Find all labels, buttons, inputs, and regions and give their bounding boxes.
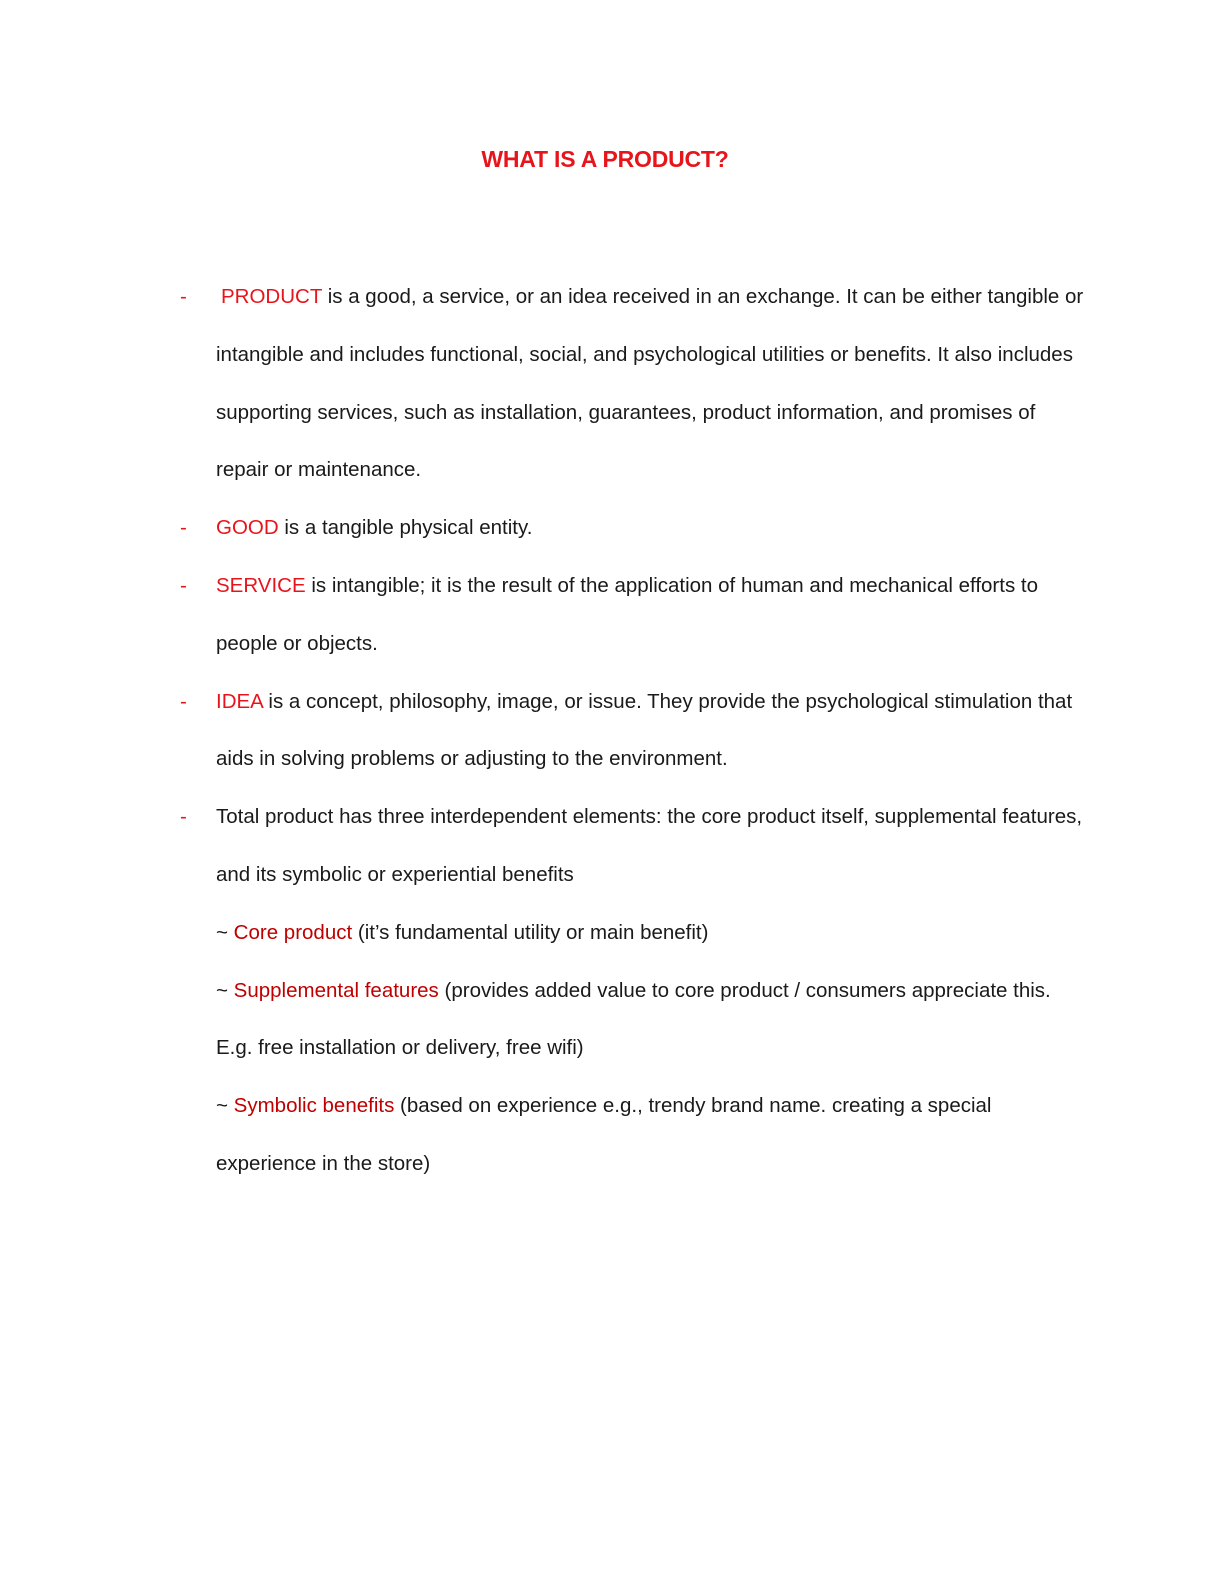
sub-item-text: (it’s fundamental utility or main benefit) [352,920,709,944]
bullet-good [0,499,1224,557]
term-product: PRODUCT [221,285,322,308]
definition-list [0,268,1224,1193]
sub-item-symbolic-benefits [216,1077,1084,1193]
sub-item-text: (based on experience e.g., trendy brand name. creating a special experience in the store) [216,1094,992,1175]
sub-item-prefix: ~ [216,978,234,1002]
sub-item-prefix: ~ [216,1094,234,1118]
sub-item-supplemental-features [216,962,1084,1078]
definition-text: is a good, a service, or an idea received in an exchange. It can be either tangible or intangible and includes functional, social, and psychological utilities or benefits. It also includes supporting services, such as installation, guarantees, product information, and promises of repair or maintenance. [216,285,1084,482]
sub-item-core-product [216,904,1084,962]
bullet-dash: - [180,285,187,308]
bullet-dash: - [180,573,187,597]
definition-text: Total product has three interdependent elements: the core product itself, supplemental features, and its symbolic or experiential benefits [216,805,1083,886]
term-good: GOOD [216,516,279,540]
sub-item-text: (provides added value to core product / consumers appreciate this. E.g. free installation or delivery, free wifi) [216,978,1051,1060]
bullet-idea [0,673,1224,789]
bullet-dash: - [180,516,187,540]
bullet-total-product [0,788,1224,1193]
definition-text: is a concept, philosophy, image, or issue. They provide the psychological stimulation that aids in solving problems or adjusting to the environment. [216,689,1073,771]
bullet-dash: - [180,689,187,713]
definition-text: is a tangible physical entity. [278,516,533,540]
bullet-service [0,557,1224,673]
definition-text: is intangible; it is the result of the application of human and mechanical efforts to people or objects. [216,573,1038,655]
term-supplemental-features: Supplemental features [233,978,439,1002]
bullet-product [0,268,1224,499]
page-title: WHAT IS A PRODUCT? [481,146,729,172]
term-service: SERVICE [216,573,306,597]
term-symbolic-benefits: Symbolic benefits [233,1094,395,1118]
term-idea: IDEA [216,689,263,713]
bullet-dash: - [180,805,187,829]
sub-item-prefix: ~ [216,920,234,944]
term-core-product: Core product [233,920,353,944]
